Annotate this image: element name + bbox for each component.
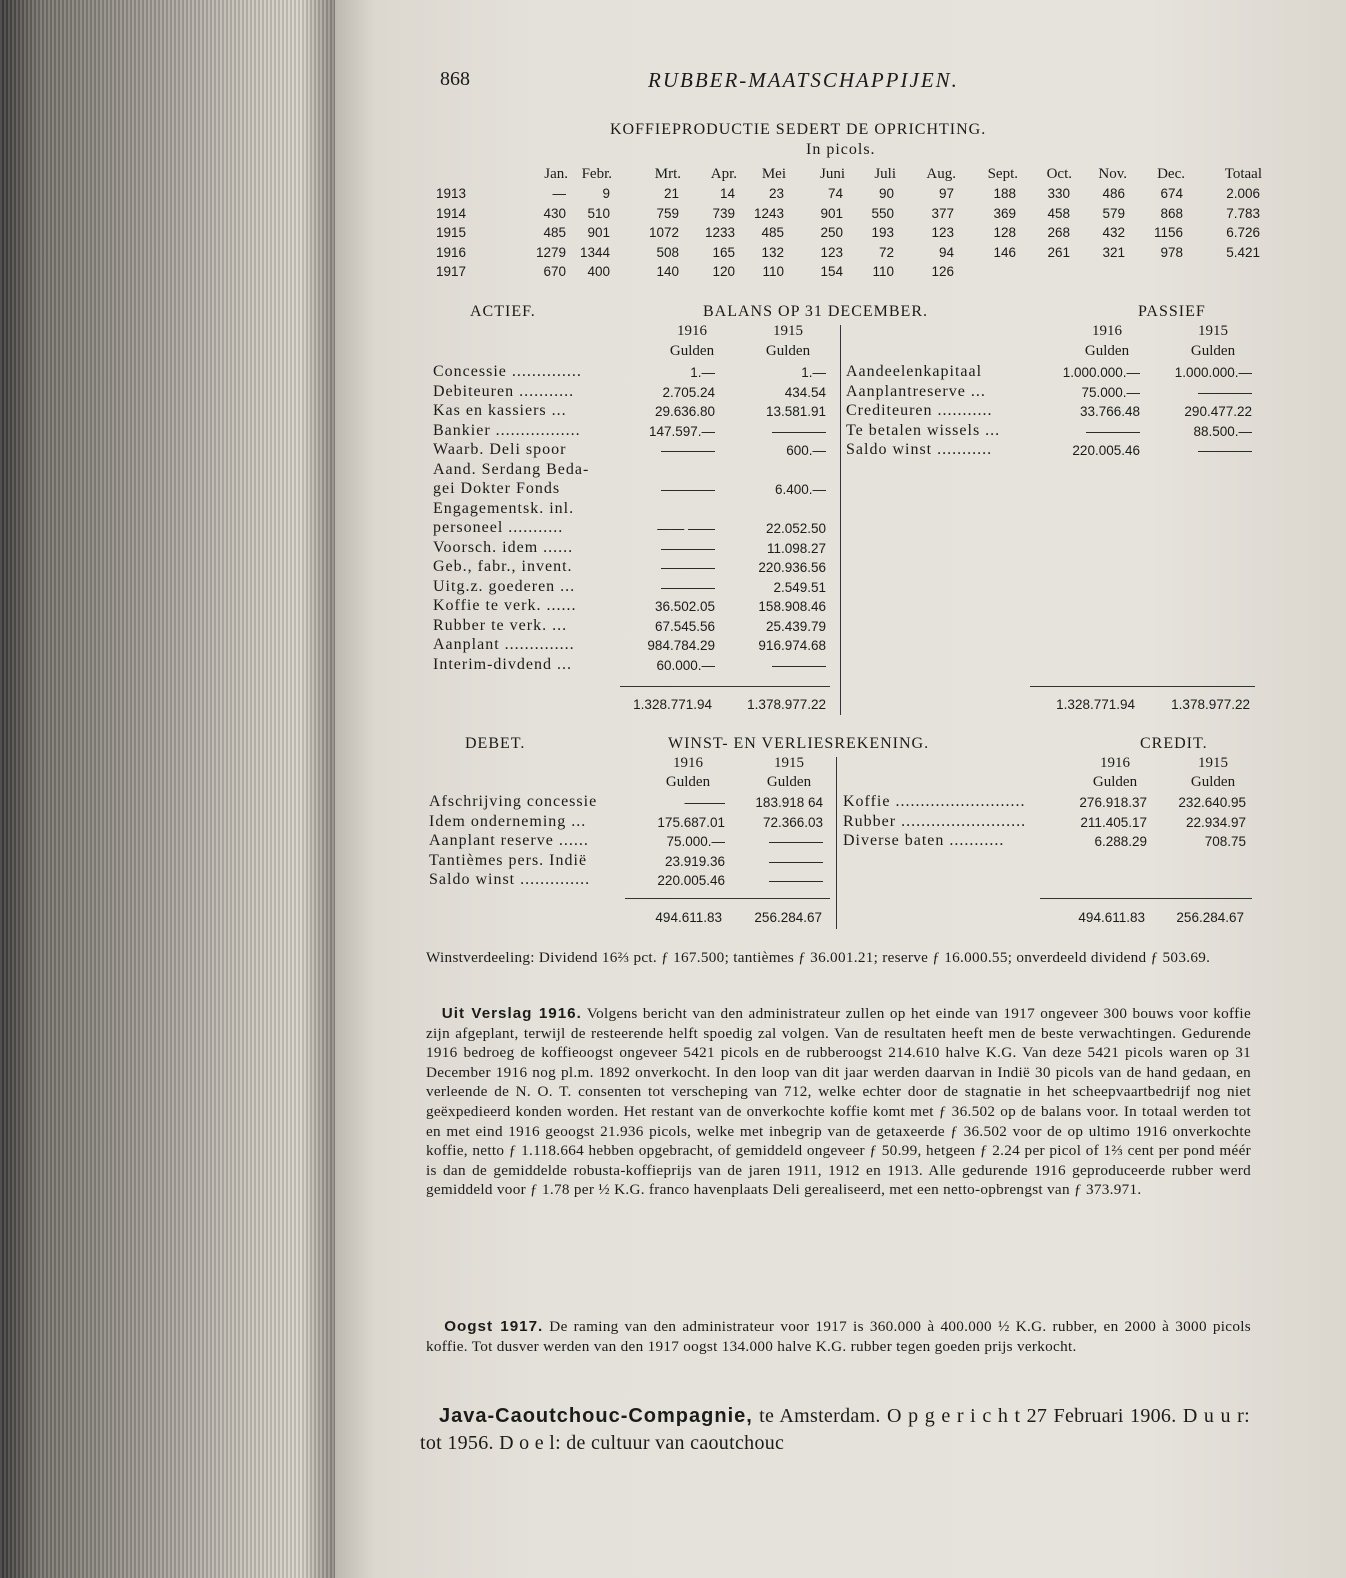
koffie-cell: 485	[761, 225, 784, 240]
debet-value-1915: ————	[769, 873, 823, 889]
koffie-cell: 123	[820, 244, 843, 260]
koffie-cell: 165	[712, 244, 735, 260]
actief-value-1915: 600.—	[786, 443, 826, 458]
koffie-cell: 670	[543, 264, 566, 279]
debet-label: Idem onderneming ...	[429, 812, 587, 830]
debet-value-1916: ———	[684, 795, 725, 810]
actief-value-1915: ————	[772, 657, 826, 673]
passief-value-1915: 88.500.—	[1193, 423, 1252, 439]
credit-total-1915: 256.284.67	[1176, 910, 1244, 925]
credit-total-1916: 494.611.83	[1078, 910, 1145, 925]
koffie-cell: 97	[938, 186, 954, 201]
column-header: Gulden	[1092, 774, 1138, 790]
column-header: Gulden	[1084, 343, 1130, 359]
koffie-cell: 123	[931, 225, 954, 240]
actief-total-1916: 1.328.771.94	[633, 697, 712, 712]
actief-value-1916: 2.705.24	[662, 384, 715, 400]
oogst-body: De raming van den administrateur voor 1917 is 360.000 à 400.000 ½ K.G. rubber, en 2000 à 3000 picols koffie. Tot dusver werden van den 1917 oogst 134.000 halve K.G. rubber tegen goeden prijs verkocht.	[426, 1318, 1251, 1355]
debet-value-1915: 183.918 64	[755, 795, 823, 810]
column-header: 1916	[673, 755, 703, 771]
credit-value-1915: 232.640.95	[1178, 795, 1246, 810]
passief-label: Saldo winst ...........	[846, 441, 993, 458]
month-header: Aug.	[926, 166, 956, 182]
column-header: Gulden	[1190, 343, 1236, 359]
koffie-cell: 550	[871, 205, 894, 221]
debet-value-1915: ————	[769, 853, 823, 869]
passief-value-1915: 290.477.22	[1184, 404, 1252, 419]
passief-value-1915: 1.000.000.—	[1174, 365, 1252, 380]
koffie-cell: 110	[762, 264, 784, 279]
koffie-cell: 126	[931, 264, 954, 279]
debet-label: Aanplant reserve ......	[429, 832, 589, 850]
balans-divider	[840, 325, 841, 715]
koffie-cell: 377	[931, 205, 954, 221]
koffie-cell: 579	[1102, 205, 1125, 221]
passief-label: Aandeelenkapitaal	[846, 363, 983, 380]
koffie-cell: 674	[1160, 186, 1183, 201]
month-header: Juli	[874, 166, 896, 182]
koffie-cell: 321	[1102, 244, 1125, 260]
actief-value-1916: 36.502.05	[654, 599, 715, 614]
actief-value-1915: 6.400.—	[774, 482, 826, 497]
column-header: 1915	[1198, 755, 1228, 771]
winst-title: WINST- EN VERLIESREKENING.	[668, 735, 930, 752]
actief-value-1916: ————	[661, 482, 715, 497]
koffie-cell: 94	[938, 244, 954, 260]
java-paragraph	[420, 1403, 1250, 1457]
koffie-cell: 2.006	[1226, 186, 1260, 201]
koffie-cell: 14	[719, 186, 735, 201]
month-header: Oct.	[1046, 166, 1072, 182]
actief-label: Engagementsk. inl.	[433, 499, 575, 517]
koffie-cell: 261	[1047, 244, 1070, 260]
actief-label: Voorsch. idem ......	[433, 538, 574, 556]
column-header: 1915	[1198, 323, 1228, 339]
verslag-body: Volgens bericht van den administrateur zullen op het einde van 1917 ongeveer 300 bouws voor koffie zijn afgeplant, terwijl de resteerende helft spoedig zal volgen. Van de resultaten heeft men de beste verwachtingen. Gedurende 1916 bedroeg de koffieoogst ongeveer 5421 picols en de rubberoogst 214.610 halve K.G. Van deze 5421 picols waren op 31 December 1916 nog pl.m. 1892 onverkocht. In den loop van dit jaar werden daarvan in Indië 30 picols van de hand gedaan, en verleende de N. O. T. consenten tot verscheping van 712, welke echter door de stagnatie in het scheepvaartbedrijf nog niet geëxpedieerd konden worden. Het restant van de onverkochte koffie komt met ƒ 36.502 op de balans voor. In totaal werden tot en met eind 1916 geoogst 21.936 picols, welke met inbegrip van de getaxeerde ƒ 36.502 voor de op ultimo 1916 onverkochte koffie, netto ƒ 1.118.664 hebben opgebracht, of gemiddeld ongeveer ƒ 50.99, hetgeen ƒ 2.24 per picol of 1⅔ cent per pond méér is dan de gemiddelde robusta-koffieprijs van de jaren 1911, 1912 en 1913. Alle gedurende 1916 geproduceerde rubber werd gemiddeld voor ƒ 1.78 per ½ K.G. franco havenplaats Deli gerealiseerd, met een netto-opbrengst van ƒ 373.971.	[426, 1005, 1251, 1199]
koffie-cell: 978	[1160, 244, 1183, 260]
month-header: Sept.	[987, 166, 1018, 182]
koffie-cell: 146	[993, 244, 1016, 260]
month-header: Totaal	[1224, 166, 1262, 182]
actief-value-1916: 67.545.56	[654, 618, 715, 634]
credit-label: Diverse baten ...........	[843, 832, 1005, 850]
koffie-cell: 110	[872, 264, 894, 279]
koffie-cell: 432	[1102, 225, 1125, 240]
passief-total-1915: 1.378.977.22	[1171, 697, 1250, 712]
oogst-heading: Oogst 1917.	[444, 1318, 544, 1335]
page-title: RUBBER-MAATSCHAPPIJEN.	[648, 68, 959, 92]
column-header: 1915	[774, 755, 804, 771]
koffie-cell: 485	[543, 225, 566, 240]
actief-total-1915: 1.378.977.22	[747, 697, 826, 712]
year-label: 1913	[436, 186, 467, 201]
month-header: Mei	[761, 166, 786, 182]
debet-total-rule	[625, 898, 830, 899]
koffie-cell: —	[552, 186, 566, 201]
verslag-paragraph	[426, 1004, 1251, 1200]
java-company-name: Java-Caoutchouc-Compagnie,	[438, 1405, 753, 1427]
debet-label: Tantièmes pers. Indië	[429, 851, 588, 869]
column-header: Gulden	[669, 343, 715, 359]
koffie-cell: 369	[993, 205, 1016, 221]
koffie-cell: 1072	[648, 225, 679, 240]
actief-value-1916: 1.—	[690, 365, 715, 380]
credit-value-1915: 22.934.97	[1185, 814, 1246, 830]
winst-right-title: CREDIT.	[1140, 735, 1208, 752]
passief-label: Crediteuren ...........	[846, 402, 993, 419]
koffie-cell: 90	[878, 186, 894, 201]
passief-label: Te betalen wissels ...	[846, 421, 1001, 439]
actief-value-1915: ————	[772, 423, 826, 439]
month-header: Febr.	[581, 166, 612, 182]
credit-value-1916: 276.918.37	[1079, 795, 1147, 810]
debet-value-1916: 175.687.01	[657, 814, 725, 830]
year-label: 1915	[436, 225, 467, 240]
winst-left-title: DEBET.	[465, 735, 526, 752]
koffie-cell: 430	[543, 205, 566, 221]
koffie-cell: 868	[1160, 205, 1183, 221]
year-label: 1917	[436, 264, 467, 279]
month-header: Nov.	[1098, 166, 1127, 182]
balans-title: BALANS OP 31 DECEMBER.	[703, 303, 928, 320]
koffie-cell: 1243	[753, 205, 784, 221]
koffie-cell: 250	[820, 225, 843, 240]
actief-label: Concessie ..............	[433, 363, 582, 380]
actief-value-1915: 1.—	[801, 365, 826, 380]
column-header: Gulden	[1190, 774, 1236, 790]
actief-value-1916: ————	[661, 560, 715, 575]
month-header: Dec.	[1157, 166, 1185, 182]
koffie-cell: 140	[656, 264, 679, 279]
actief-label: gei Dokter Fonds	[433, 480, 561, 497]
actief-value-1916: 29.636.80	[654, 404, 715, 419]
actief-value-1915: 25.439.79	[765, 618, 826, 634]
actief-value-1915: 434.54	[784, 384, 826, 400]
koffie-cell: 330	[1047, 186, 1070, 201]
column-header: Gulden	[765, 343, 811, 359]
year-label: 1914	[436, 205, 467, 221]
actief-value-1915: 2.549.51	[773, 579, 826, 595]
actief-value-1916: —— ——	[657, 521, 715, 536]
actief-value-1915: 916.974.68	[758, 638, 826, 653]
passief-value-1915: ————	[1198, 384, 1252, 400]
credit-value-1915: 708.75	[1204, 834, 1246, 850]
credit-label: Koffie ..........................	[843, 793, 1026, 810]
koffie-title: KOFFIEPRODUCTIE SEDERT DE OPRICHTING.	[610, 121, 987, 138]
koffie-cell: 901	[820, 205, 843, 221]
koffie-cell: 188	[993, 186, 1016, 201]
actief-label: Bankier .................	[433, 421, 581, 439]
passief-value-1916: 220.005.46	[1072, 443, 1140, 458]
passief-value-1916: 75.000.—	[1081, 384, 1140, 400]
actief-label: Aanplant ..............	[433, 636, 575, 653]
koffie-cell: 74	[827, 186, 843, 201]
passief-value-1916: 33.766.48	[1079, 404, 1140, 419]
koffie-cell: 1344	[579, 244, 610, 260]
koffie-subtitle: In picols.	[806, 141, 876, 158]
koffie-cell: 7.783	[1226, 205, 1260, 221]
koffie-cell: 9	[602, 186, 610, 201]
page-number: 868	[440, 68, 470, 90]
column-header: Gulden	[665, 774, 711, 790]
koffie-cell: 486	[1102, 186, 1125, 201]
koffie-cell: 72	[878, 244, 894, 260]
actief-label: Uitg.z. goederen ...	[433, 577, 576, 595]
actief-label: Rubber te verk. ...	[433, 616, 568, 634]
koffie-cell: 193	[871, 225, 894, 240]
actief-value-1916: 984.784.29	[647, 638, 715, 653]
koffie-cell: 1279	[535, 244, 566, 260]
passief-value-1916: 1.000.000.—	[1062, 365, 1140, 380]
actief-label: Aand. Serdang Beda-	[433, 460, 590, 478]
year-label: 1916	[436, 244, 467, 260]
koffie-cell: 739	[712, 205, 735, 221]
oogst-paragraph	[426, 1317, 1251, 1356]
koffie-cell: 400	[587, 264, 610, 279]
koffie-cell: 901	[587, 225, 610, 240]
actief-label: Koffie te verk. ......	[433, 597, 577, 614]
debet-value-1916: 220.005.46	[657, 873, 725, 889]
actief-value-1915: 158.908.46	[758, 599, 826, 614]
koffie-cell: 1156	[1153, 225, 1183, 240]
credit-label: Rubber .........................	[843, 812, 1027, 830]
passief-value-1916: ————	[1086, 423, 1140, 439]
actief-label: Geb., fabr., invent.	[433, 558, 573, 575]
koffie-cell: 5.421	[1226, 244, 1260, 260]
month-header: Jan.	[544, 166, 568, 182]
actief-label: Kas en kassiers ...	[433, 402, 567, 419]
koffie-cell: 128	[993, 225, 1016, 240]
koffie-cell: 23	[768, 186, 784, 201]
debet-value-1916: 75.000.—	[666, 834, 725, 850]
koffie-cell: 458	[1047, 205, 1070, 221]
balans-left-title: ACTIEF.	[470, 303, 536, 320]
debet-value-1916: 23.919.36	[664, 853, 725, 869]
passief-total-1916: 1.328.771.94	[1056, 697, 1135, 712]
actief-value-1916: 147.597.—	[648, 423, 715, 439]
debet-total-1916: 494.611.83	[655, 910, 722, 925]
actief-label: Debiteuren ...........	[433, 382, 575, 400]
passief-total-rule	[1030, 686, 1255, 687]
credit-total-rule	[1040, 898, 1252, 899]
koffie-cell: 120	[712, 264, 735, 279]
koffie-cell: 510	[587, 205, 610, 221]
winst-divider	[836, 757, 837, 929]
debet-label: Saldo winst ..............	[429, 871, 591, 889]
column-header: 1916	[1092, 323, 1122, 339]
actief-label: Waarb. Deli spoor	[433, 441, 567, 458]
debet-total-1915: 256.284.67	[754, 910, 822, 925]
credit-value-1916: 6.288.29	[1094, 834, 1147, 850]
passief-value-1915: ————	[1198, 443, 1252, 458]
column-header: Gulden	[766, 774, 812, 790]
debet-value-1915: ————	[769, 834, 823, 850]
book-page-edges	[0, 0, 335, 1578]
column-header: 1916	[677, 323, 707, 339]
actief-value-1915: 11.098.27	[766, 540, 826, 556]
koffie-cell: 154	[820, 264, 843, 279]
koffie-cell: 759	[656, 205, 679, 221]
month-header: Apr.	[710, 166, 737, 182]
actief-label: personeel ...........	[433, 519, 564, 536]
koffie-cell: 132	[761, 244, 784, 260]
month-header: Juni	[819, 166, 845, 182]
passief-label: Aanplantreserve ...	[846, 382, 986, 400]
java-body: te Amsterdam. O p g e r i c h t 27 Februari 1906. D u u r: tot 1956. D o e l: de cultuur van caoutchouc	[420, 1405, 1250, 1454]
actief-value-1916: ————	[661, 579, 715, 595]
debet-value-1915: 72.366.03	[762, 814, 823, 830]
actief-total-rule	[620, 686, 830, 687]
koffie-cell: 6.726	[1226, 225, 1260, 240]
koffie-cell: 508	[656, 244, 679, 260]
balans-right-title: PASSIEF	[1138, 303, 1206, 320]
month-header: Mrt.	[654, 166, 681, 182]
column-header: 1915	[773, 323, 803, 339]
credit-value-1916: 211.405.17	[1080, 814, 1147, 830]
koffie-cell: 21	[663, 186, 679, 201]
winstverdeeling-paragraph: Winstverdeeling: Dividend 16⅔ pct. ƒ 167.500; tantièmes ƒ 36.001.21; reserve ƒ 16.000.55; onverdeeld dividend ƒ 503.69.	[426, 949, 1211, 966]
actief-value-1915: 13.581.91	[765, 404, 826, 419]
koffie-cell: 268	[1047, 225, 1070, 240]
actief-label: Interim-divdend ...	[433, 655, 572, 673]
actief-value-1916: 60.000.—	[656, 657, 715, 673]
koffie-cell: 1233	[704, 225, 735, 240]
actief-value-1916: ————	[661, 540, 715, 556]
column-header: 1916	[1100, 755, 1130, 771]
debet-label: Afschrijving concessie	[429, 793, 598, 810]
verslag-heading: Uit Verslag 1916.	[441, 1005, 582, 1022]
actief-value-1916: ————	[661, 443, 715, 458]
actief-value-1915: 220.936.56	[758, 560, 826, 575]
actief-value-1915: 22.052.50	[765, 521, 826, 536]
